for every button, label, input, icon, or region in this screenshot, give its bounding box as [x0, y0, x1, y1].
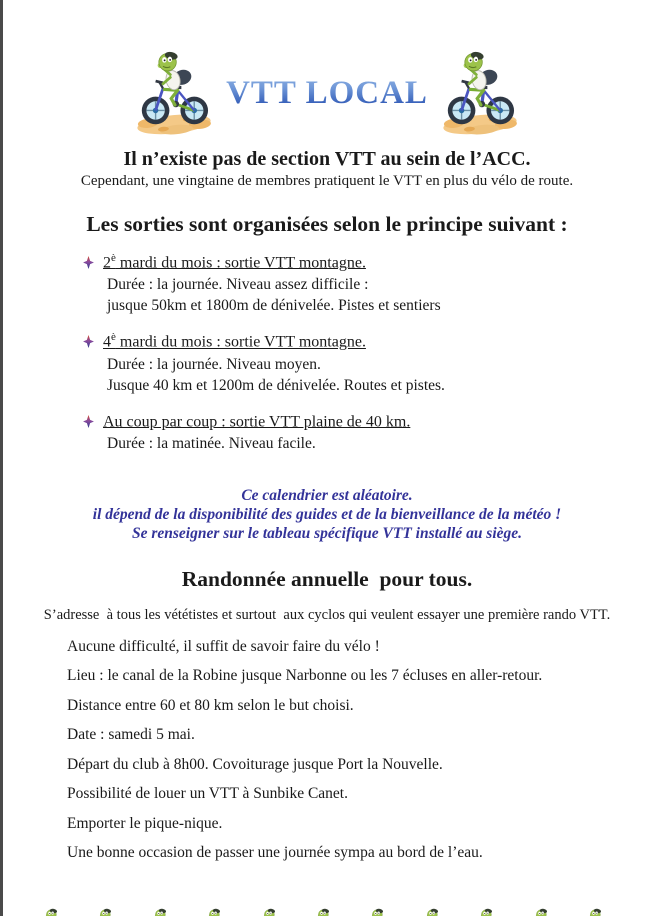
frog-on-mountain-bike-icon — [128, 46, 220, 140]
paragraph: Emporter le pique-nique. — [67, 814, 223, 832]
frog-on-mountain-bike-icon — [464, 874, 516, 916]
rando-subheading: S’adresse à tous les vététistes et surtout aux cyclos qui veulent essayer une première rando VTT. — [43, 606, 611, 623]
list-item — [83, 252, 651, 316]
sorties-bullet-list — [83, 252, 651, 454]
paragraph: Date : samedi 5 mai. — [67, 726, 195, 744]
paragraph: Aucune difficulté, il suffit de savoir faire du vélo ! — [67, 637, 380, 655]
frog-on-mountain-bike-icon — [573, 874, 625, 916]
frog-on-mountain-bike-icon — [138, 874, 190, 916]
list-item — [83, 331, 651, 395]
notice-line: Se renseigner sur le tableau spécifique VTT installé au siège. — [131, 524, 523, 542]
bullet-title: Au coup par coup : sortie VTT plaine de 40 km. — [103, 412, 411, 430]
intro-subheading: Cependant, une vingtaine de membres pratiquent le VTT en plus du vélo de route. — [80, 173, 574, 189]
frog-on-mountain-bike-icon — [301, 874, 353, 916]
paragraph: Lieu : le canal de la Robine jusque Narbonne ou les 7 écluses en aller-retour. — [67, 667, 543, 685]
bullet-detail: Jusque 40 km et 1200m de dénivelée. Routes et pistes. — [107, 376, 445, 394]
calendar-notice — [3, 486, 651, 543]
bullet-detail: Durée : la matinée. Niveau facile. — [107, 434, 316, 452]
page-title: VTT LOCAL — [220, 75, 434, 112]
intro-heading: Il n’existe pas de section VTT au sein de l’ACC. — [123, 148, 531, 170]
notice-line: il dépend de la disponibilité des guides et de la bienveillance de la météo ! — [92, 505, 562, 523]
bullet-detail: jusque 50km et 1800m de dénivelée. Pistes et sentiers — [107, 297, 441, 315]
header — [3, 0, 651, 140]
frog-on-mountain-bike-icon — [192, 874, 244, 916]
frog-on-mountain-bike-icon — [355, 874, 407, 916]
frog-on-mountain-bike-icon — [434, 46, 526, 140]
four-point-star-bullet-icon — [83, 256, 94, 269]
paragraph: Une bonne occasion de passer une journée sympa au bord de l’eau. — [67, 844, 483, 862]
paragraph: Possibilité de louer un VTT à Sunbike Canet. — [67, 785, 348, 803]
frog-on-mountain-bike-icon — [410, 874, 462, 916]
bullet-title: $4^è$ mardi du mois : sortie VTT montagne. — [103, 331, 366, 351]
paragraph: Départ du club à 8h00. Covoiturage jusque Port la Nouvelle. — [67, 755, 443, 773]
sorties-heading: Les sorties sont organisées selon le principe suivant : — [86, 212, 568, 236]
rando-details — [67, 638, 651, 863]
frog-on-mountain-bike-icon — [519, 874, 571, 916]
four-point-star-bullet-icon — [83, 335, 94, 348]
rando-heading: Randonnée annuelle pour tous. — [181, 566, 473, 591]
list-item — [83, 411, 651, 454]
frog-on-mountain-bike-icon — [29, 874, 81, 916]
four-point-star-bullet-icon — [83, 415, 94, 428]
bullet-detail: Durée : la journée. Niveau assez difficile : — [107, 276, 369, 294]
frog-on-mountain-bike-icon — [83, 874, 135, 916]
paragraph: Distance entre 60 et 80 km selon le but choisi. — [67, 696, 354, 714]
notice-line: Ce calendrier est aléatoire. — [241, 486, 413, 504]
bullet-detail: Durée : la journée. Niveau moyen. — [107, 355, 321, 373]
bullet-title: $2^è$ mardi du mois : sortie VTT montagne. — [103, 252, 366, 272]
footer-clipart-row — [3, 874, 651, 916]
frog-on-mountain-bike-icon — [247, 874, 299, 916]
